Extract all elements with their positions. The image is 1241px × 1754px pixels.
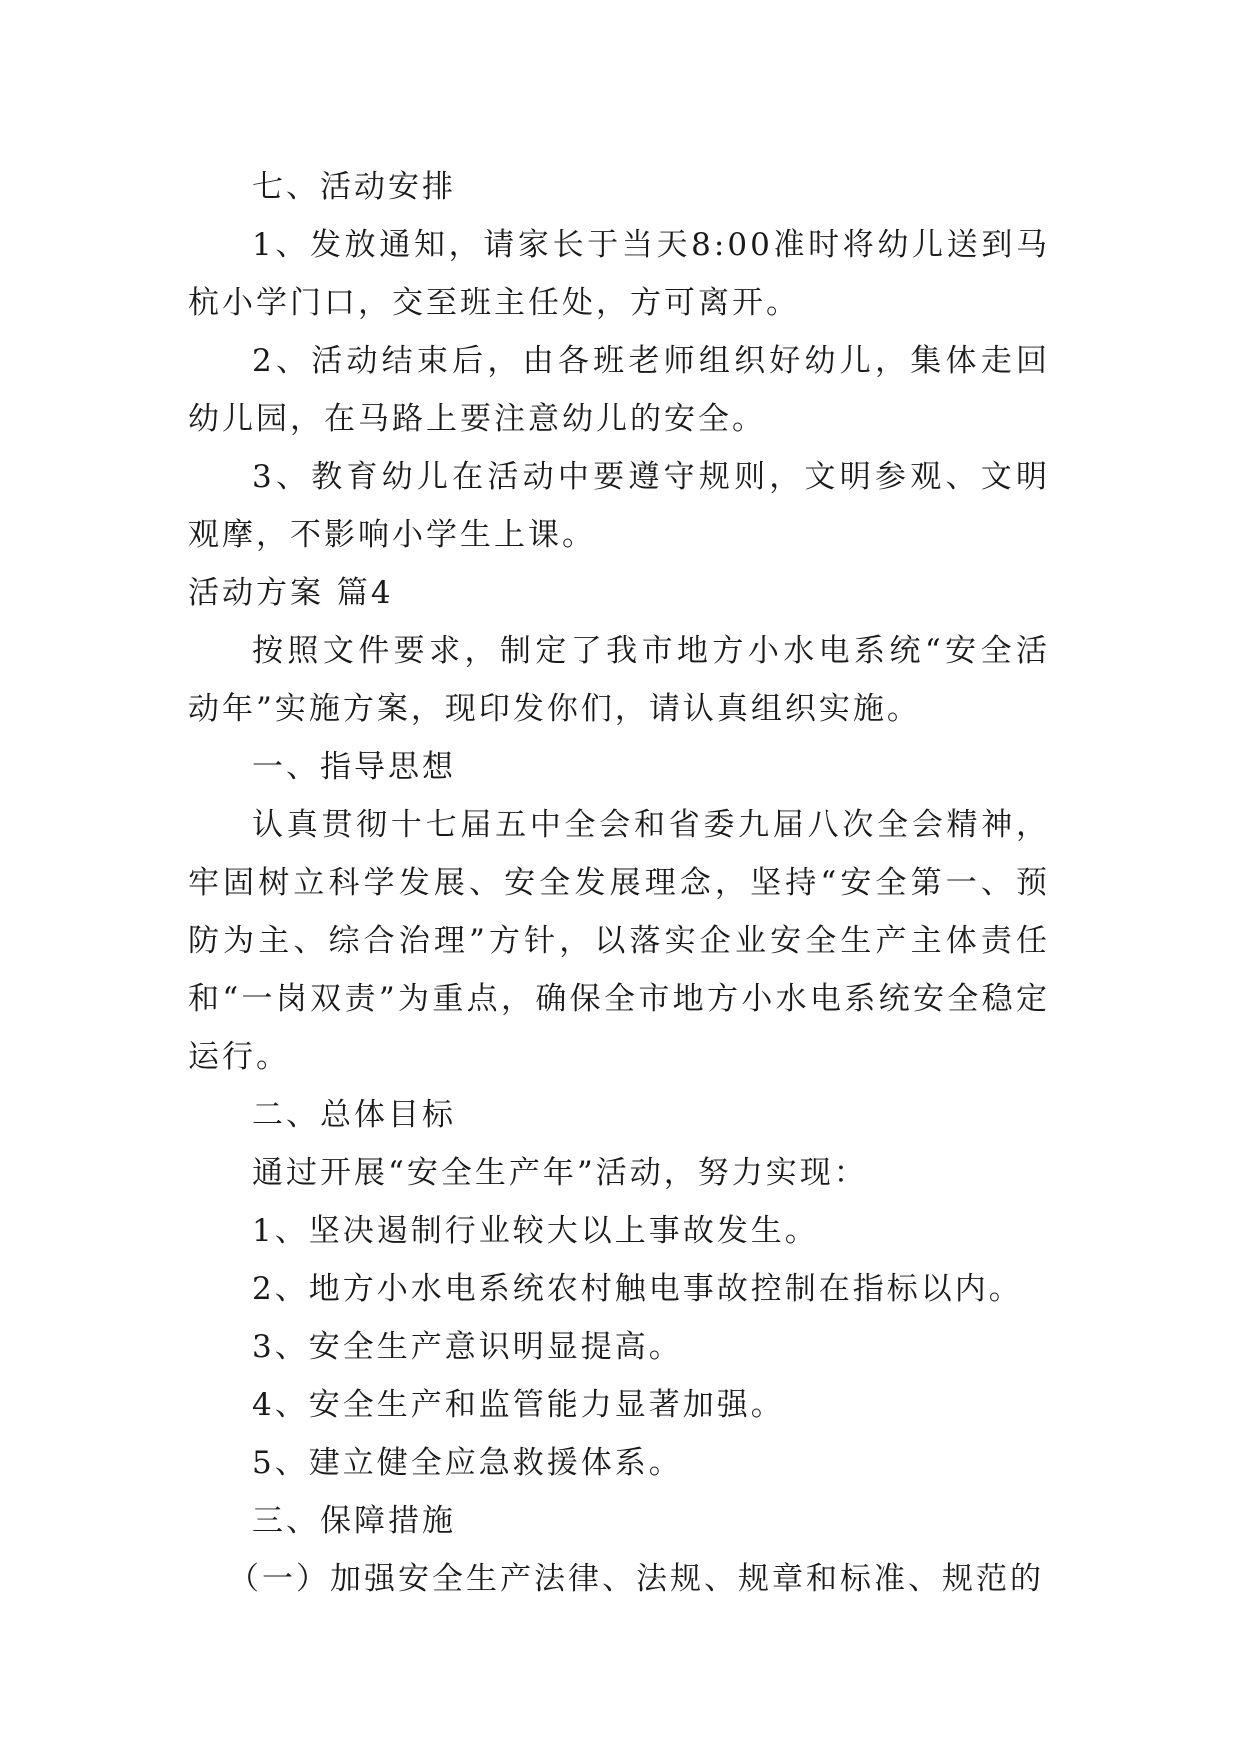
paragraph-goals-intro: 通过开展“安全生产年”活动，努力实现： (252, 1155, 868, 1191)
goal-item-1: 1、坚决遏制行业较大以上事故发生。 (252, 1213, 819, 1249)
section-heading-safeguard-measures: 三、保障措施 (252, 1503, 456, 1539)
paragraph-item-2-return: 2、活动结束后，由各班老师组织好幼儿，集体走回幼儿园，在马路上要注意幼儿的安全。 (188, 343, 1050, 437)
paragraph-item-1-notice: 1、发放通知，请家长于当天8:00准时将幼儿送到马杭小学门口，交至班主任处，方可离开。 (188, 227, 1050, 321)
paragraph-measure-1: （一）加强安全生产法律、法规、规章和标准、规范的 (228, 1561, 1044, 1597)
section-heading-guiding-ideology: 一、指导思想 (252, 749, 456, 785)
goal-item-3: 3、安全生产意识明显提高。 (252, 1329, 683, 1365)
paragraph-guiding-ideology: 认真贯彻十七届五中全会和省委九届八次全会精神，牢固树立科学发展、安全发展理念，坚持“安全第一、预防为主、综合治理”方针，以落实企业安全生产主体责任和“一岗双责”为重点，确保全市地方小水电系统安全稳定运行。 (188, 807, 1050, 1075)
paragraph-item-3-rules: 3、教育幼儿在活动中要遵守规则，文明参观、文明观摩，不影响小学生上课。 (188, 459, 1050, 553)
goal-item-5: 5、建立健全应急救援体系。 (252, 1445, 683, 1481)
goal-item-2: 2、地方小水电系统农村触电事故控制在指标以内。 (252, 1271, 1023, 1307)
section-heading-overall-goals: 二、总体目标 (252, 1097, 456, 1133)
document-subtitle: 活动方案 篇4 (188, 575, 394, 611)
goal-item-4: 4、安全生产和监管能力显著加强。 (252, 1387, 785, 1423)
paragraph-intro: 按照文件要求，制定了我市地方小水电系统“安全活动年”实施方案，现印发你们，请认真组织实施。 (188, 633, 1050, 727)
document-body (188, 158, 1050, 1608)
section-heading-activity-arrangement: 七、活动安排 (252, 169, 456, 205)
